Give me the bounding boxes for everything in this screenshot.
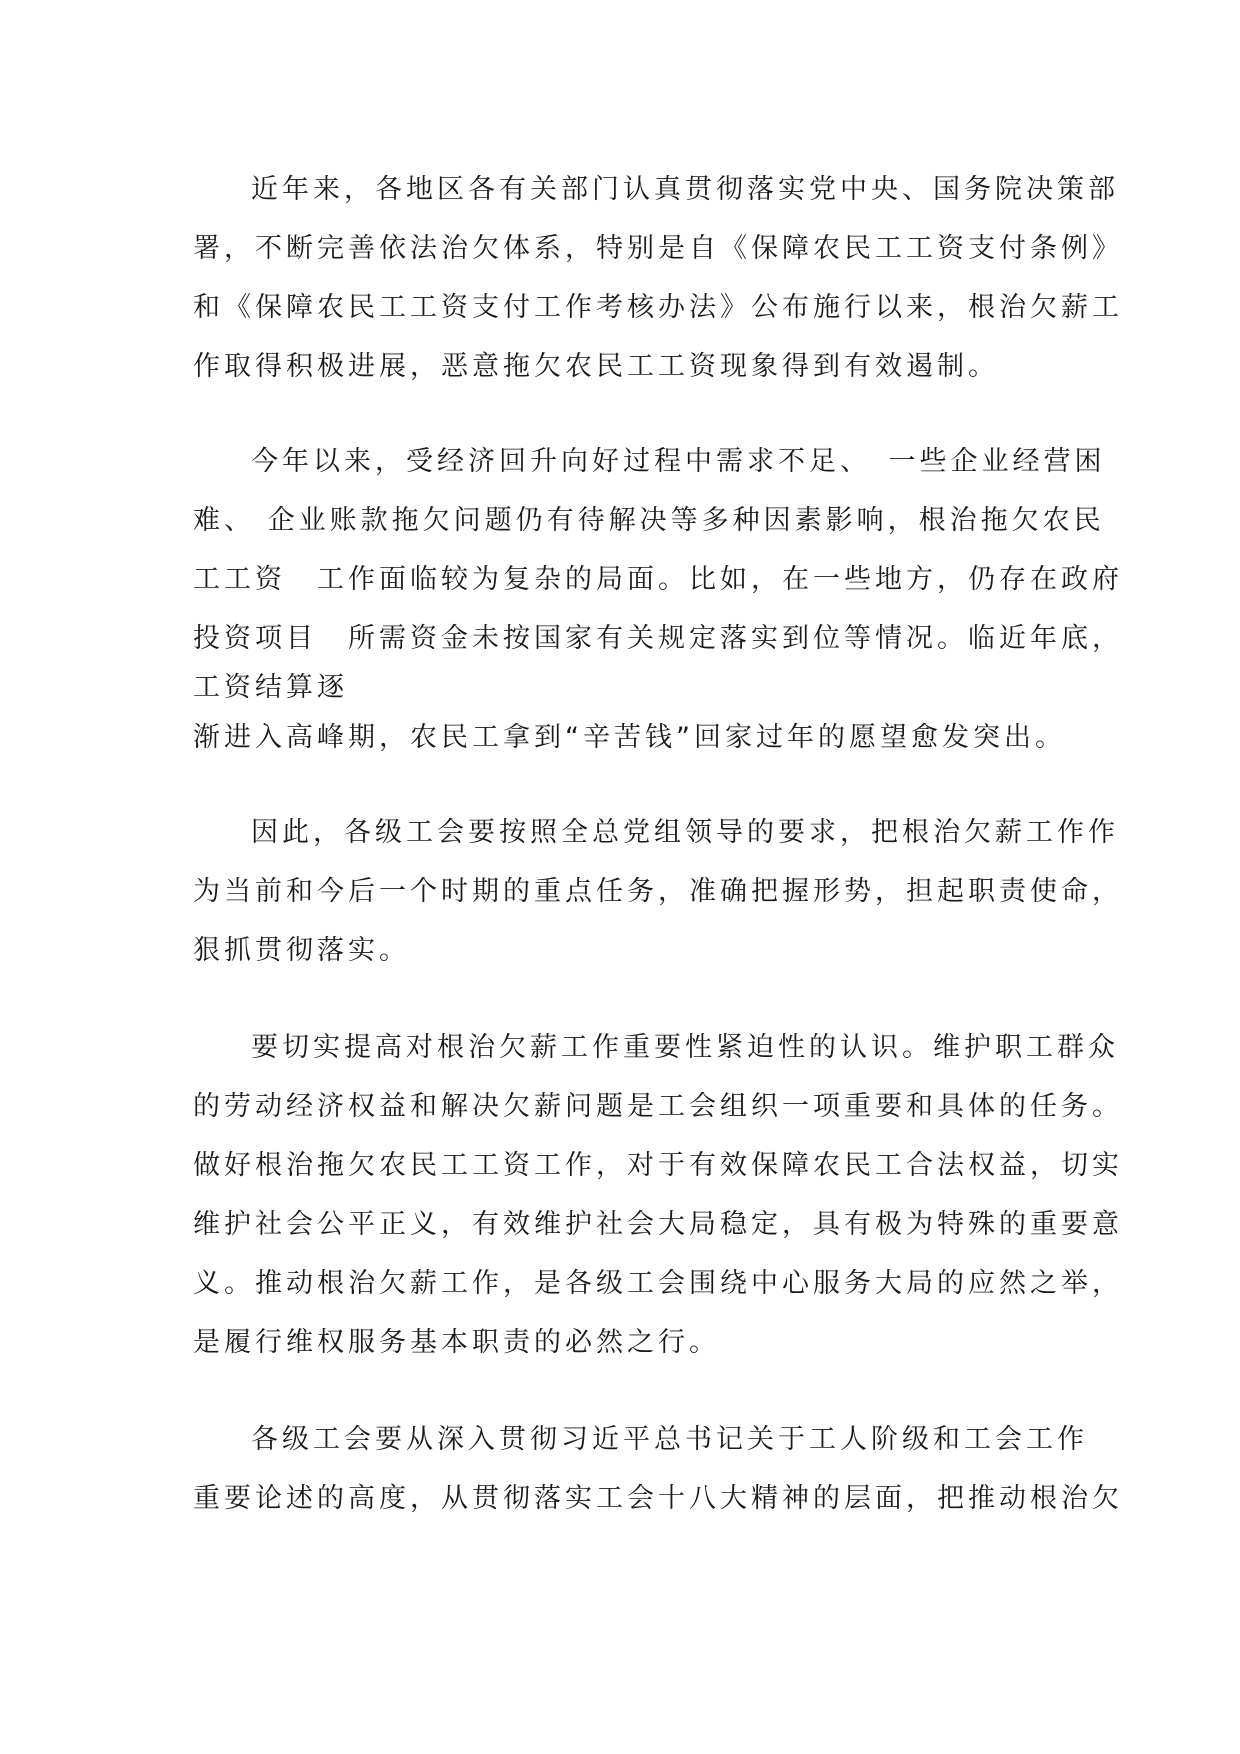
paragraph-line: 工资结算逐 [193,672,348,703]
paragraph-5 [193,1410,1123,1528]
paragraph-line: 作取得积极进展，恶意拖欠农民工工资现象得到有效遏制。 [193,351,999,382]
paragraph-1 [193,160,1123,396]
paragraph-2 [193,432,1123,767]
paragraph-line: 是履行维权服务基本职责的必然之行。 [193,1327,720,1358]
paragraph-line: 渐进入高峰期，农民工拿到“辛苦钱”回家过年的愿望愈发突出。 [193,722,1066,753]
paragraph-line: 为当前和今后一个时期的重点任务，准确把握形势，担起职责使命， [193,876,1123,907]
paragraph-line: 维护社会公平正义，有效维护社会大局稳定，具有极为特殊的重要意 [193,1209,1123,1240]
paragraph-line: 今年以来，受经济回升向好过程中需求不足、 一些企业经营困 [251,446,1106,477]
paragraph-3 [193,803,1123,980]
paragraph-line: 的劳动经济权益和解决欠薪问题是工会组织一项重要和具体的任务。 [193,1091,1123,1122]
paragraph-line: 做好根治拖欠农民工工资工作，对于有效保障农民工合法权益，切实 [193,1150,1123,1181]
paragraph-line: 和《保障农民工工资支付工作考核办法》公布施行以来，根治欠薪工 [193,292,1123,323]
paragraph-line: 要切实提高对根治欠薪工作重要性紧迫性的认识。维护职工群众 [251,1032,1119,1063]
paragraph-line: 重要论述的高度，从贯彻落实工会十八大精神的层面，把推动根治欠 [193,1483,1123,1514]
paragraph-line: 近年来，各地区各有关部门认真贯彻落实党中央、国务院决策部 [251,174,1119,205]
paragraph-line: 署，不断完善依法治欠体系，特别是自《保障农民工工资支付条例》 [193,233,1123,264]
paragraph-line: 各级工会要从深入贯彻习近平总书记关于工人阶级和工会工作 [251,1424,1088,1455]
paragraph-line: 难、 企业账款拖欠问题仍有待解决等多种因素影响，根治拖欠农民 [193,505,1105,536]
paragraph-line: 投资项目 所需资金未按国家有关规定落实到位等情况。临近年底， [193,623,1123,654]
paragraph-line: 因此，各级工会要按照全总党组领导的要求，把根治欠薪工作作 [251,817,1119,848]
paragraph-4 [193,1018,1123,1372]
paragraph-line: 义。推动根治欠薪工作，是各级工会围绕中心服务大局的应然之举， [193,1268,1123,1299]
document-body [193,160,1123,1566]
paragraph-line: 狠抓贯彻落实。 [193,935,410,966]
paragraph-line: 工工资 工作面临较为复杂的局面。比如，在一些地方，仍存在政府 [193,564,1123,595]
